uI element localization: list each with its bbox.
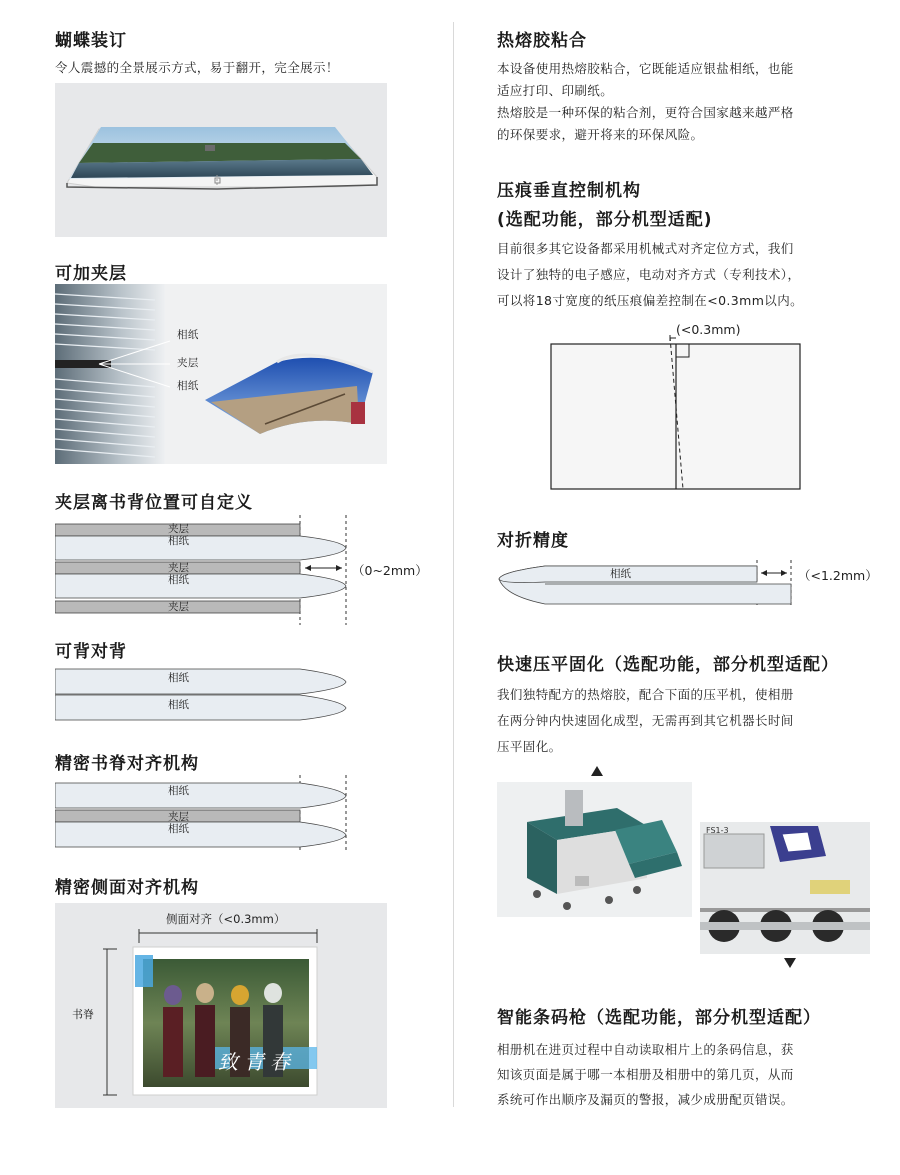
back-to-back-diagram — [55, 665, 355, 725]
triangle-down-icon — [784, 958, 796, 968]
side-align-title: 精密侧面对齐机构 — [55, 878, 199, 898]
spine-label-3: 夹层 — [168, 562, 189, 574]
press-line-3: 压平固化。 — [497, 739, 562, 754]
fold-title: 对折精度 — [497, 531, 569, 551]
interlayer-title: 可加夹层 — [55, 264, 127, 284]
side-align-photo-text: 致青春 — [218, 1050, 296, 1074]
press-title: 快速压平固化（选配功能，部分机型适配） — [497, 655, 839, 675]
machine-tag: FS1-3 — [706, 826, 729, 835]
interlayer-label-photo1: 相纸 — [177, 329, 199, 341]
butterfly-image — [55, 83, 387, 237]
spine-label-1: 夹层 — [168, 523, 189, 535]
interlayer-label-layer: 夹层 — [177, 357, 199, 369]
barcode-line-1: 相册机在进页过程中自动读取相片上的条码信息，获 — [497, 1042, 794, 1057]
hotmelt-line-4: 的环保要求，避开将来的环保风险。 — [497, 127, 704, 142]
crease-title-1: 压痕垂直控制机构 — [497, 181, 641, 201]
hotmelt-line-2: 适应打印、印刷纸。 — [497, 83, 614, 98]
crease-measure: (<0.3mm) — [676, 322, 741, 337]
triangle-up-icon — [591, 766, 603, 776]
barcode-line-3: 系统可作出顺序及漏页的警报，减少成册配页错误。 — [497, 1092, 794, 1107]
spine-position-title: 夹层离书背位置可自定义 — [55, 493, 253, 513]
crease-title-2: (选配功能，部分机型适配) — [497, 210, 713, 230]
butterfly-desc: 令人震撼的全景展示方式，易于翻开，完全展示！ — [55, 60, 339, 75]
hotmelt-line-1: 本设备使用热熔胶粘合，它既能适应银盐相纸，也能 — [497, 61, 794, 76]
crease-diagram — [550, 335, 802, 492]
barcode-line-2: 知该页面是属于哪一本相册及相册中的第几页，从而 — [497, 1067, 794, 1082]
side-align-measure: 侧面对齐（<0.3mm） — [166, 912, 286, 926]
spine-align-title: 精密书脊对齐机构 — [55, 754, 199, 774]
hotmelt-line-3: 热熔胶是一种环保的粘合剂，更符合国家越来越严格 — [497, 105, 794, 120]
press-line-2: 在两分钟内快速固化成型，无需再到其它机器长时间 — [497, 713, 794, 728]
spine-align-diagram — [55, 775, 355, 855]
spine-measure: （0~2mm） — [352, 563, 428, 578]
press-line-1: 我们独特配方的热熔胶，配合下面的压平机，使相册 — [497, 687, 794, 702]
fold-label: 相纸 — [610, 568, 631, 580]
crease-line-1: 目前很多其它设备都采用机械式对齐定位方式，我们 — [497, 241, 794, 256]
interlayer-image — [55, 284, 387, 464]
barcode-title: 智能条码枪（选配功能，部分机型适配） — [497, 1008, 821, 1028]
fold-diagram — [495, 560, 795, 608]
fold-measure: （<1.2mm） — [798, 568, 878, 583]
butterfly-title: 蝴蝶装订 — [55, 31, 127, 51]
hotmelt-title: 热熔胶粘合 — [497, 31, 587, 51]
column-divider — [453, 22, 454, 1107]
press-machine-image — [497, 782, 692, 917]
spine-label-4: 相纸 — [168, 574, 189, 586]
side-align-spine-label: 书脊 — [72, 1008, 94, 1021]
back-to-back-title: 可背对背 — [55, 642, 127, 662]
back-label-2: 相纸 — [168, 699, 189, 711]
spine-align-label-3: 相纸 — [168, 823, 189, 835]
barcode-mechanism-image — [700, 822, 870, 954]
spine-label-5: 夹层 — [168, 601, 189, 613]
side-align-image — [55, 903, 387, 1108]
back-label-1: 相纸 — [168, 672, 189, 684]
spine-align-label-1: 相纸 — [168, 785, 189, 797]
crease-line-3: 可以将18寸宽度的纸压痕偏差控制在<0.3mm以内。 — [497, 293, 804, 308]
interlayer-label-photo2: 相纸 — [177, 380, 199, 392]
spine-label-2: 相纸 — [168, 535, 189, 547]
spine-align-label-2: 夹层 — [168, 811, 189, 823]
crease-line-2: 设计了独特的电子感应，电动对齐方式（专利技术）， — [497, 267, 801, 282]
